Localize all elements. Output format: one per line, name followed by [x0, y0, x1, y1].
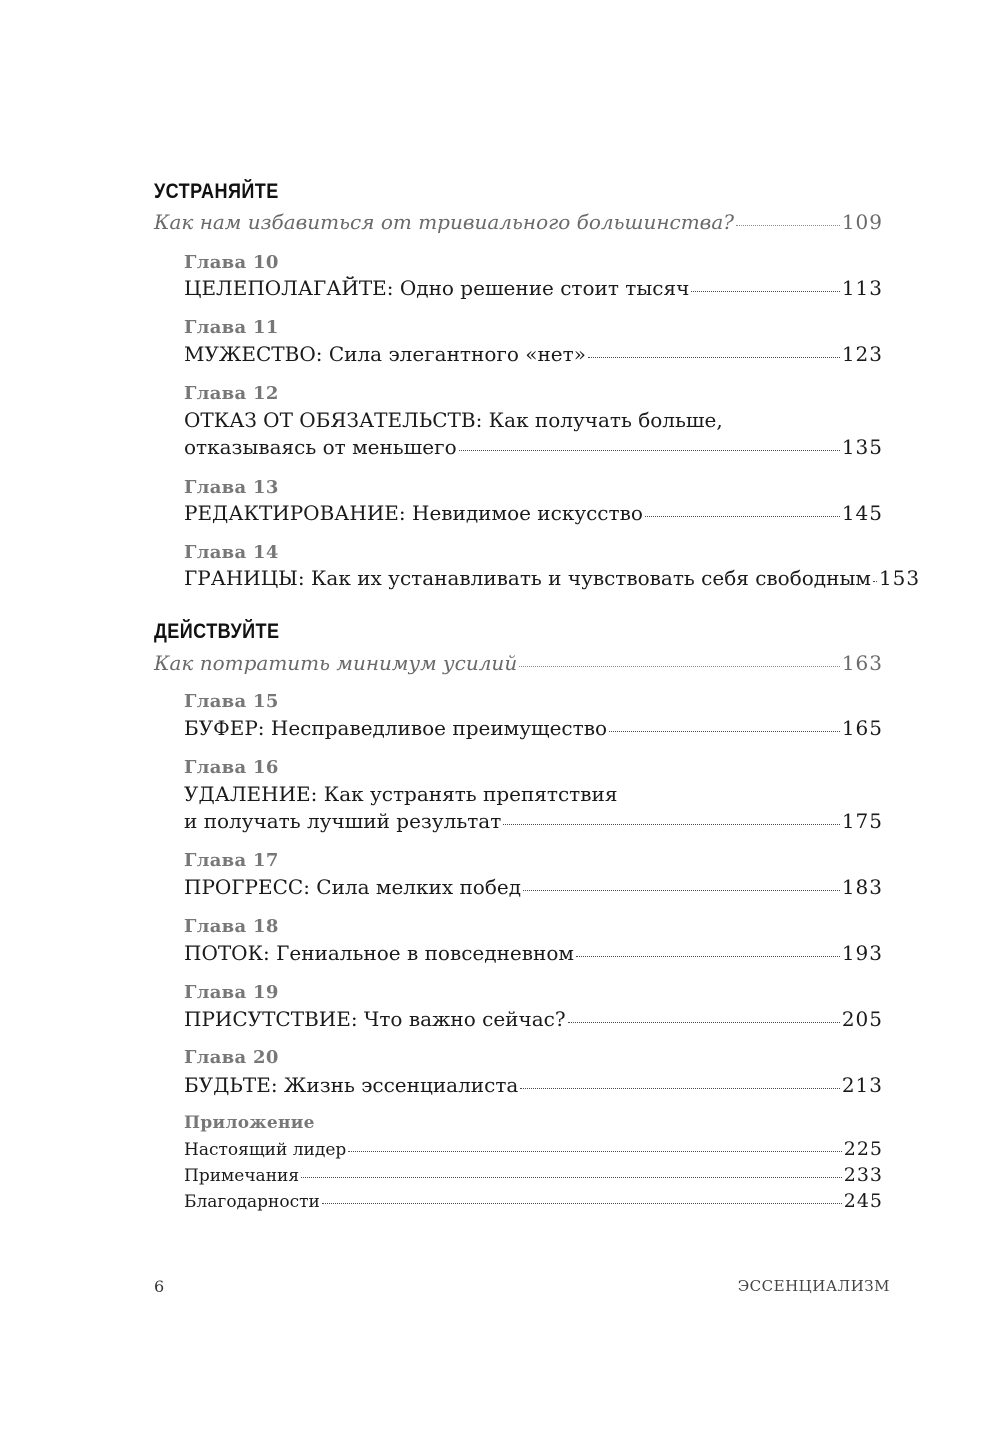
- dot-leader: [576, 956, 840, 957]
- entry-title: ПОТОК: Гениальное в повседневном: [184, 941, 574, 965]
- entry-title: БУФЕР: Несправедливое преимущество: [184, 716, 607, 740]
- entry-title: и получать лучший результат: [184, 809, 502, 833]
- dot-leader: [520, 1088, 839, 1089]
- toc-entry-appendix[interactable]: [184, 1165, 883, 1186]
- toc-entry-intro[interactable]: [154, 210, 883, 234]
- page-number: 225: [843, 1138, 883, 1160]
- dot-leader: [873, 581, 877, 582]
- toc-entry-chapter[interactable]: [184, 276, 883, 300]
- toc-entry-chapter[interactable]: [184, 875, 883, 899]
- page-number: 165: [841, 716, 883, 740]
- toc-entry-chapter[interactable]: [184, 809, 883, 833]
- toc-entry-chapter[interactable]: [184, 1073, 883, 1097]
- toc-entry-chapter[interactable]: [184, 342, 883, 366]
- dot-leader: [301, 1177, 842, 1178]
- entry-title: Примечания: [184, 1166, 300, 1186]
- dot-leader: [736, 225, 840, 226]
- dot-leader: [519, 666, 840, 667]
- entry-title-line1: ОТКАЗ ОТ ОБЯЗАТЕЛЬСТВ: Как получать больше,: [184, 408, 723, 432]
- page-number: 153: [878, 566, 921, 590]
- entry-title: ПРОГРЕСС: Сила мелких побед: [184, 875, 522, 899]
- chapter-label: Глава 17: [184, 850, 279, 871]
- dot-leader: [645, 516, 840, 517]
- toc-entry-chapter[interactable]: [184, 1007, 883, 1031]
- entry-title: ЦЕЛЕПОЛАГАЙТЕ: Одно решение стоит тысяч: [184, 276, 690, 300]
- appendix-label: Приложение: [184, 1113, 315, 1133]
- footer-book-title: ЭССЕНЦИАЛИЗМ: [737, 1277, 890, 1295]
- chapter-label: Глава 10: [184, 252, 279, 273]
- page-number: 193: [841, 941, 883, 965]
- dot-leader: [322, 1203, 842, 1204]
- chapter-label: Глава 12: [184, 383, 279, 404]
- chapter-label: Глава 14: [184, 542, 279, 563]
- page-number: 205: [841, 1007, 883, 1031]
- chapter-label: Глава 20: [184, 1047, 279, 1068]
- toc-entry-appendix[interactable]: [184, 1139, 883, 1160]
- entry-title: Благодарности: [184, 1192, 320, 1212]
- chapter-label: Глава 19: [184, 982, 279, 1003]
- footer-page-number: 6: [154, 1277, 165, 1296]
- toc-entry-chapter[interactable]: [184, 435, 883, 459]
- section-heading-execute: ДЕЙСТВУЙТЕ: [154, 620, 280, 643]
- page-number: 123: [841, 342, 883, 366]
- dot-leader: [568, 1022, 840, 1023]
- toc-entry-appendix[interactable]: [184, 1191, 883, 1212]
- entry-title: БУДЬТЕ: Жизнь эссенциалиста: [184, 1073, 519, 1097]
- entry-title-line1: УДАЛЕНИЕ: Как устранять препятствия: [184, 782, 618, 806]
- dot-leader: [523, 890, 840, 891]
- page-number: 245: [843, 1190, 883, 1212]
- page-number: 233: [843, 1164, 883, 1186]
- page-number: 113: [841, 276, 883, 300]
- toc-entry-chapter[interactable]: [184, 716, 883, 740]
- entry-title: ГРАНИЦЫ: Как их устанавливать и чувствовать себя свободным: [184, 566, 871, 590]
- entry-title: Как потратить минимум усилий: [154, 651, 518, 675]
- dot-leader: [348, 1151, 841, 1152]
- chapter-label: Глава 13: [184, 477, 279, 498]
- entry-title: Настоящий лидер: [184, 1140, 347, 1160]
- entry-title: Как нам избавиться от тривиального большинства?: [154, 210, 734, 234]
- toc-entry-chapter[interactable]: [184, 566, 921, 590]
- page-number: 145: [841, 501, 883, 525]
- dot-leader: [503, 824, 840, 825]
- dot-leader: [609, 731, 840, 732]
- toc-entry-chapter[interactable]: [184, 501, 883, 525]
- chapter-label: Глава 11: [184, 317, 279, 338]
- section-heading-eliminate: УСТРАНЯЙТЕ: [154, 180, 279, 203]
- entry-title: отказываясь от меньшего: [184, 435, 457, 459]
- toc-entry-chapter[interactable]: [184, 941, 883, 965]
- dot-leader: [691, 291, 840, 292]
- chapter-label: Глава 18: [184, 916, 279, 937]
- chapter-label: Глава 15: [184, 691, 279, 712]
- page-number: 109: [841, 210, 883, 234]
- page-number: 175: [841, 809, 883, 833]
- page-number: 183: [841, 875, 883, 899]
- page-number: 163: [841, 651, 883, 675]
- entry-title: ПРИСУТСТВИЕ: Что важно сейчас?: [184, 1007, 566, 1031]
- dot-leader: [459, 450, 840, 451]
- page-number: 213: [841, 1073, 883, 1097]
- chapter-label: Глава 16: [184, 757, 279, 778]
- page-number: 135: [841, 435, 883, 459]
- entry-title: РЕДАКТИРОВАНИЕ: Невидимое искусство: [184, 501, 643, 525]
- dot-leader: [588, 357, 840, 358]
- entry-title: МУЖЕСТВО: Сила элегантного «нет»: [184, 342, 586, 366]
- toc-entry-intro[interactable]: [154, 651, 883, 675]
